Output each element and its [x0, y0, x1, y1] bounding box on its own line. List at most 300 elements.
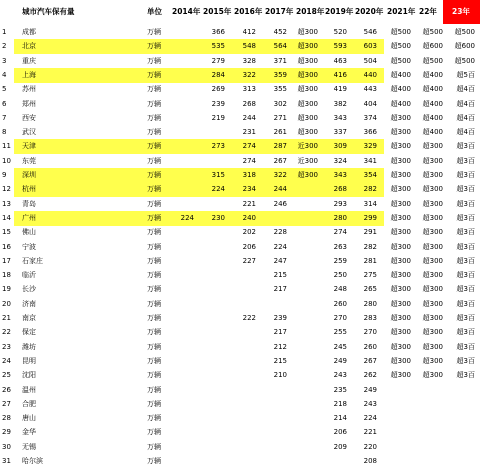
cell-2020: 243 [363, 399, 377, 408]
table-row [0, 425, 480, 440]
cell-22: 超300 [422, 156, 443, 165]
cell-2019: 260 [333, 299, 347, 308]
cell-2019: 309 [333, 142, 347, 151]
cell-2020: 291 [363, 228, 377, 237]
cell-2021: 超300 [390, 328, 411, 337]
row-index: 25 [2, 371, 11, 380]
cell-2019: 255 [333, 328, 347, 337]
cell-2021: 超300 [390, 371, 411, 380]
cell-22: 超300 [422, 185, 443, 194]
city-cell: 郑州 [22, 99, 36, 108]
cell-2019: 243 [333, 371, 347, 380]
cell-23: 超4百 [456, 113, 475, 122]
unit-cell: 万辆 [147, 113, 161, 122]
cell-22: 超300 [422, 314, 443, 322]
cell-22: 超300 [422, 285, 443, 294]
row-index: 13 [2, 199, 11, 208]
cell-22: 超500 [422, 56, 443, 65]
unit-cell: 万辆 [147, 314, 161, 322]
table-row [0, 39, 480, 54]
cell-2018: 超300 [297, 99, 318, 108]
city-cell: 青岛 [22, 199, 36, 208]
cell-2019: 250 [333, 271, 347, 280]
cell-23: 超3百 [456, 285, 475, 294]
table-row [0, 240, 480, 255]
cell-22: 超300 [422, 213, 443, 222]
cell-2017: 210 [273, 371, 287, 380]
cell-2020: 282 [363, 185, 377, 194]
unit-cell: 万辆 [147, 299, 161, 308]
cell-23: 超3百 [456, 256, 475, 265]
cell-2019: 248 [333, 285, 347, 294]
table-row [0, 197, 480, 212]
cell-2016: 328 [242, 56, 256, 65]
cell-22: 超300 [422, 171, 443, 179]
unit-cell: 万辆 [147, 428, 161, 437]
table-row [0, 182, 480, 197]
cell-2019: 343 [333, 113, 347, 122]
cell-2020: 224 [363, 414, 377, 423]
cell-2017: 228 [273, 228, 287, 237]
cell-22: 超600 [422, 42, 443, 51]
cell-2020: 314 [363, 199, 377, 208]
cell-2016: 274 [242, 142, 256, 151]
cell-23: 超3百 [456, 142, 475, 151]
cell-23: 超4百 [456, 128, 475, 137]
row-index: 21 [2, 314, 11, 322]
cell-2019: 520 [333, 28, 347, 36]
table-row [0, 25, 480, 40]
cell-2019: 249 [333, 356, 347, 365]
header-2019: 2019年 [325, 7, 354, 16]
table-row [0, 311, 480, 326]
cell-2019: 463 [333, 56, 347, 65]
cell-2016: 412 [242, 28, 256, 36]
city-cell: 重庆 [22, 56, 36, 65]
cell-2020: 275 [363, 271, 377, 280]
cell-2019: 419 [333, 85, 347, 94]
row-index: 23 [2, 342, 11, 351]
table-header [0, 0, 480, 24]
cell-2017: 239 [273, 314, 287, 322]
cell-2016: 206 [242, 242, 256, 251]
cell-2017: 244 [273, 185, 287, 194]
cell-2018: 超300 [297, 70, 318, 79]
cell-23: 超4百 [456, 99, 475, 108]
cell-2017: 355 [273, 85, 287, 94]
unit-cell: 万辆 [147, 56, 161, 65]
city-cell: 临沂 [22, 271, 36, 280]
cell-2017: 359 [273, 70, 287, 79]
cell-2020: 504 [363, 56, 377, 65]
unit-cell: 万辆 [147, 156, 161, 165]
cell-22: 超300 [422, 371, 443, 380]
cell-23: 超3百 [456, 242, 475, 251]
table-row [0, 454, 480, 469]
cell-2017: 322 [273, 171, 287, 179]
cell-23: 超3百 [456, 271, 475, 280]
city-cell: 上海 [22, 70, 36, 79]
unit-cell: 万辆 [147, 399, 161, 408]
unit-cell: 万辆 [147, 256, 161, 265]
cell-23: 超3百 [456, 156, 475, 165]
cell-2019: 263 [333, 242, 347, 251]
cell-2019: 235 [333, 385, 347, 394]
cell-2021: 超300 [390, 342, 411, 351]
table-row [0, 125, 480, 140]
city-cell: 天津 [22, 142, 36, 151]
cell-23: 超500 [454, 28, 475, 36]
cell-22: 超300 [422, 242, 443, 251]
cell-2017: 261 [273, 128, 287, 137]
city-cell: 温州 [22, 385, 36, 394]
cell-23: 超3百 [456, 314, 475, 322]
city-cell: 南京 [22, 314, 36, 322]
cell-2018: 超300 [297, 85, 318, 94]
row-index: 14 [2, 213, 11, 222]
table-row [0, 340, 480, 355]
cell-2015: 284 [211, 70, 225, 79]
cell-2021: 超300 [390, 228, 411, 237]
cell-2020: 443 [363, 85, 377, 94]
cell-2021: 超500 [390, 28, 411, 36]
unit-cell: 万辆 [147, 328, 161, 337]
cell-2019: 274 [333, 228, 347, 237]
cell-2019: 209 [333, 442, 347, 451]
cell-2020: 299 [363, 213, 377, 222]
cell-2020: 262 [363, 371, 377, 380]
city-cell: 广州 [22, 213, 36, 222]
cell-2016: 222 [242, 314, 256, 322]
cell-23: 超3百 [456, 371, 475, 380]
row-index: 5 [2, 85, 7, 94]
cell-2018: 超300 [297, 28, 318, 36]
cell-23: 超600 [454, 42, 475, 51]
cell-2021: 超500 [390, 56, 411, 65]
cell-2018: 超300 [297, 113, 318, 122]
table-row [0, 383, 480, 398]
cell-2015: 366 [211, 28, 225, 36]
city-cell: 济南 [22, 299, 36, 308]
row-index: 19 [2, 285, 11, 294]
table-row [0, 154, 480, 169]
cell-2021: 超300 [390, 185, 411, 194]
row-index: 11 [2, 142, 11, 151]
cell-2021: 超500 [390, 42, 411, 51]
cell-2017: 246 [273, 199, 287, 208]
cell-2015: 273 [211, 142, 225, 151]
city-cell: 成都 [22, 28, 36, 36]
row-index: 27 [2, 399, 11, 408]
cell-23: 超3百 [456, 342, 475, 351]
cell-2020: 265 [363, 285, 377, 294]
cell-2016: 318 [242, 171, 256, 179]
cell-2017: 215 [273, 356, 287, 365]
cell-22: 超400 [422, 85, 443, 94]
cell-2021: 超300 [390, 356, 411, 365]
cell-2019: 324 [333, 156, 347, 165]
cell-2015: 535 [211, 42, 225, 51]
unit-cell: 万辆 [147, 42, 161, 51]
cell-22: 超300 [422, 142, 443, 151]
cell-2016: 231 [242, 128, 256, 137]
cell-2016: 322 [242, 70, 256, 79]
cell-2017: 267 [273, 156, 287, 165]
cell-2020: 267 [363, 356, 377, 365]
cell-2015: 269 [211, 85, 225, 94]
city-cell: 潍坊 [22, 342, 36, 351]
city-cell: 佛山 [22, 228, 36, 237]
cell-2019: 280 [333, 213, 347, 222]
table-row [0, 111, 480, 126]
table-row [0, 254, 480, 269]
cell-2020: 281 [363, 256, 377, 265]
table-row [0, 297, 480, 312]
table-row [0, 325, 480, 340]
table-row [0, 368, 480, 383]
table-row [0, 282, 480, 297]
cell-2021: 超300 [390, 113, 411, 122]
cell-2015: 279 [211, 56, 225, 65]
row-index: 16 [2, 242, 11, 251]
cell-2017: 287 [273, 142, 287, 151]
header-23: 23年 [452, 7, 470, 16]
table-row [0, 54, 480, 69]
row-index: 28 [2, 414, 11, 423]
cell-22: 超400 [422, 99, 443, 108]
cell-2021: 超300 [390, 256, 411, 265]
row-index: 9 [2, 171, 7, 179]
cell-2016: 244 [242, 113, 256, 122]
cell-2020: 329 [363, 142, 377, 151]
cell-2020: 221 [363, 428, 377, 437]
unit-cell: 万辆 [147, 28, 161, 36]
table-row [0, 139, 480, 154]
cell-2018: 超300 [297, 128, 318, 137]
unit-cell: 万辆 [147, 385, 161, 394]
cell-2016: 221 [242, 199, 256, 208]
row-index: 6 [2, 99, 7, 108]
unit-cell: 万辆 [147, 356, 161, 365]
cell-2018: 超300 [297, 56, 318, 65]
cell-2019: 343 [333, 171, 347, 179]
cell-2021: 超300 [390, 156, 411, 165]
cell-23: 超3百 [456, 185, 475, 194]
cell-2020: 603 [363, 42, 377, 51]
cell-2020: 366 [363, 128, 377, 137]
unit-cell: 万辆 [147, 342, 161, 351]
cell-2019: 268 [333, 185, 347, 194]
cell-2020: 282 [363, 242, 377, 251]
city-cell: 沈阳 [22, 371, 36, 380]
cell-2016: 234 [242, 185, 256, 194]
unit-cell: 万辆 [147, 414, 161, 423]
cell-23: 超3百 [456, 171, 475, 179]
city-cell: 深圳 [22, 171, 36, 179]
cell-22: 超300 [422, 271, 443, 280]
unit-cell: 万辆 [147, 285, 161, 294]
cell-2021: 超300 [390, 285, 411, 294]
table-row [0, 440, 480, 455]
unit-cell: 万辆 [147, 442, 161, 451]
cell-2020: 354 [363, 171, 377, 179]
row-index: 26 [2, 385, 11, 394]
row-index: 30 [2, 442, 11, 451]
cell-22: 超300 [422, 328, 443, 337]
cell-22: 超300 [422, 356, 443, 365]
cell-2017: 247 [273, 256, 287, 265]
header-2016: 2016年 [234, 7, 263, 16]
row-index: 31 [2, 457, 11, 465]
cell-2021: 超300 [390, 271, 411, 280]
cell-2020: 270 [363, 328, 377, 337]
row-index: 3 [2, 56, 7, 65]
table-row [0, 268, 480, 283]
row-index: 17 [2, 256, 11, 265]
cell-23: 超3百 [456, 199, 475, 208]
city-cell: 杭州 [22, 185, 36, 194]
cell-2018: 近300 [297, 142, 318, 151]
cell-22: 超400 [422, 113, 443, 122]
row-index: 20 [2, 299, 11, 308]
cell-2015: 315 [211, 171, 225, 179]
cell-2017: 271 [273, 113, 287, 122]
cell-2021: 超300 [390, 213, 411, 222]
cell-2015: 224 [211, 185, 225, 194]
cell-2020: 341 [363, 156, 377, 165]
city-cell: 保定 [22, 328, 36, 337]
row-index: 12 [2, 185, 11, 194]
city-cell: 金华 [22, 428, 36, 437]
row-index: 7 [2, 113, 7, 122]
cell-23: 超5百 [456, 70, 475, 79]
cell-2016: 202 [242, 228, 256, 237]
cell-2017: 217 [273, 328, 287, 337]
unit-cell: 万辆 [147, 457, 161, 465]
city-cell: 东莞 [22, 156, 36, 165]
city-cell: 长沙 [22, 285, 36, 294]
header-2021: 2021年 [387, 7, 416, 16]
cell-2015: 239 [211, 99, 225, 108]
table-row [0, 68, 480, 83]
cell-2018: 超300 [297, 42, 318, 51]
city-cell: 西安 [22, 113, 36, 122]
cell-22: 超400 [422, 70, 443, 79]
unit-cell: 万辆 [147, 185, 161, 194]
cell-2020: 440 [363, 70, 377, 79]
unit-cell: 万辆 [147, 128, 161, 137]
cell-2021: 超400 [390, 85, 411, 94]
row-index: 4 [2, 70, 7, 79]
cell-2020: 249 [363, 385, 377, 394]
cell-2016: 240 [242, 213, 256, 222]
header-city: 城市汽车保有量 [22, 7, 75, 16]
city-cell: 北京 [22, 42, 36, 51]
cell-22: 超400 [422, 128, 443, 137]
cell-22: 超300 [422, 342, 443, 351]
cell-2017: 224 [273, 242, 287, 251]
city-cell: 合肥 [22, 399, 36, 408]
cell-23: 超4百 [456, 85, 475, 94]
header-2017: 2017年 [265, 7, 294, 16]
cell-2017: 215 [273, 271, 287, 280]
city-cell: 宁波 [22, 242, 36, 251]
cell-2019: 337 [333, 128, 347, 137]
table-row [0, 97, 480, 112]
city-cell: 昆明 [22, 356, 36, 365]
cell-2019: 593 [333, 42, 347, 51]
header-2014: 2014年 [172, 7, 201, 16]
cell-2020: 404 [363, 99, 377, 108]
table-row [0, 82, 480, 97]
cell-2018: 近300 [297, 156, 318, 165]
unit-cell: 万辆 [147, 213, 161, 222]
table-row [0, 397, 480, 412]
header-unit: 单位 [147, 7, 162, 16]
table-row [0, 168, 480, 183]
table-row [0, 211, 480, 226]
cell-2016: 313 [242, 85, 256, 94]
cell-2020: 208 [363, 457, 377, 465]
city-cell: 苏州 [22, 85, 36, 94]
cell-2021: 超300 [390, 242, 411, 251]
cell-2015: 230 [211, 213, 225, 222]
cell-22: 超500 [422, 28, 443, 36]
city-cell: 无锡 [22, 442, 36, 451]
cell-2016: 268 [242, 99, 256, 108]
row-index: 24 [2, 356, 11, 365]
table-row [0, 354, 480, 369]
cell-2021: 超300 [390, 142, 411, 151]
row-index: 10 [2, 156, 11, 165]
unit-cell: 万辆 [147, 171, 161, 179]
row-index: 8 [2, 128, 7, 137]
cell-23: 超3百 [456, 299, 475, 308]
row-index: 2 [2, 42, 7, 51]
unit-cell: 万辆 [147, 142, 161, 151]
unit-cell: 万辆 [147, 85, 161, 94]
cell-2019: 382 [333, 99, 347, 108]
unit-cell: 万辆 [147, 242, 161, 251]
cell-2019: 214 [333, 414, 347, 423]
row-index: 29 [2, 428, 11, 437]
unit-cell: 万辆 [147, 271, 161, 280]
city-cell: 唐山 [22, 414, 36, 423]
cell-2021: 超300 [390, 299, 411, 308]
cell-2021: 超300 [390, 171, 411, 179]
table-row [0, 225, 480, 240]
cell-2019: 206 [333, 428, 347, 437]
table-row [0, 411, 480, 426]
cell-2015: 219 [211, 113, 225, 122]
cell-22: 超300 [422, 228, 443, 237]
cell-23: 超500 [454, 56, 475, 65]
cell-2019: 218 [333, 399, 347, 408]
cell-2016: 227 [242, 256, 256, 265]
unit-cell: 万辆 [147, 70, 161, 79]
cell-2017: 217 [273, 285, 287, 294]
cell-2019: 259 [333, 256, 347, 265]
unit-cell: 万辆 [147, 199, 161, 208]
cell-2020: 280 [363, 299, 377, 308]
header-22: 22年 [419, 7, 437, 16]
cell-2021: 超300 [390, 128, 411, 137]
cell-2021: 超400 [390, 99, 411, 108]
row-index: 18 [2, 271, 11, 280]
cell-2016: 548 [242, 42, 256, 51]
cell-23: 超3百 [456, 228, 475, 237]
cell-2020: 260 [363, 342, 377, 351]
